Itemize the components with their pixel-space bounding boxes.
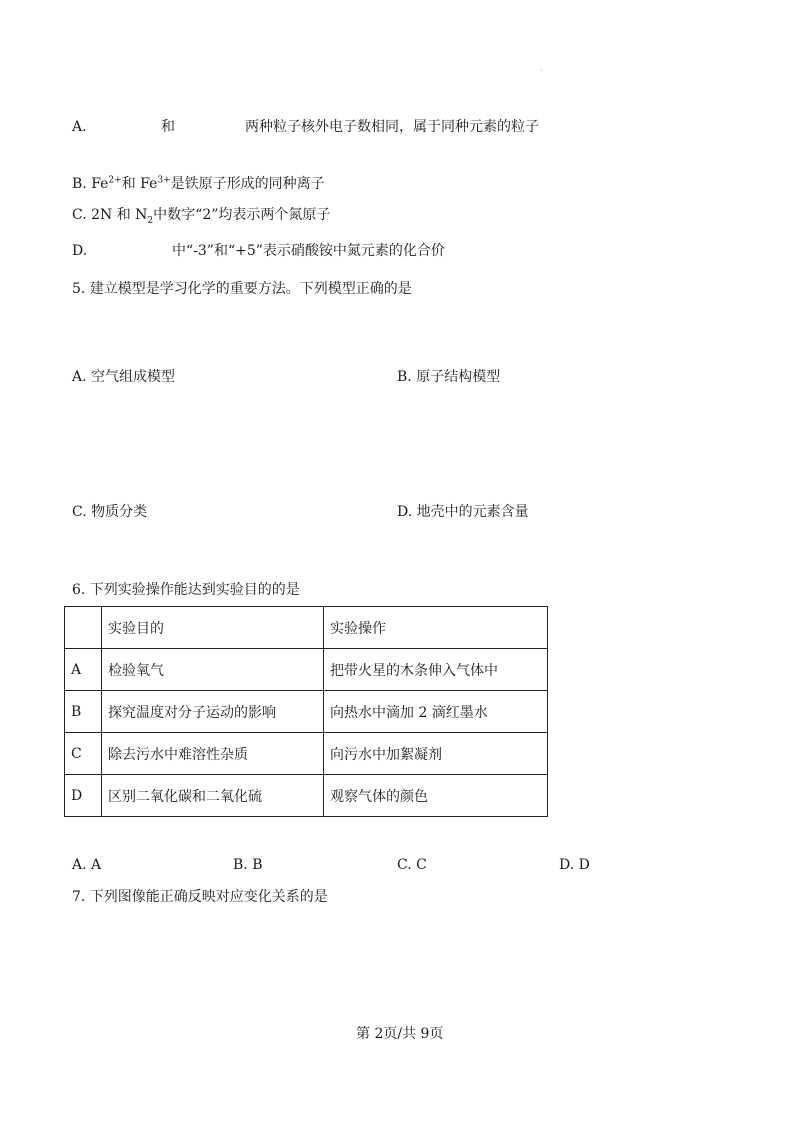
q4-option-d-prefix: D.	[72, 243, 88, 259]
page-footer: 第 2页/共 9页	[356, 1026, 444, 1042]
q4-option-a-mid: 和	[161, 119, 175, 135]
q4-option-b-part3: 是铁原子形成的同种离子	[170, 176, 325, 192]
q5-option-d: D. 地壳中的元素含量	[397, 504, 529, 520]
q4-option-c-subscript: 2	[147, 215, 154, 226]
q4-option-d-text: 中“-3”和“+5”表示硝酸铵中氮元素的化合价	[172, 243, 445, 259]
q4-option-a-prefix: A.	[72, 119, 87, 135]
q5-stem: 5. 建立模型是学习化学的重要方法。下列模型正确的是	[72, 281, 412, 297]
q5-option-c: C. 物质分类	[72, 504, 148, 520]
q6-experiment-table	[64, 606, 548, 817]
table-cell-purpose: 探究温度对分子运动的影响	[102, 691, 324, 733]
table-cell-operation: 向污水中加絮凝剂	[324, 733, 548, 775]
table-cell-label: D	[65, 775, 102, 817]
table-header-cell: 实验操作	[324, 607, 548, 649]
q5-option-b: B. 原子结构模型	[397, 369, 501, 385]
q4-option-c-part1: C. 2N 和 N	[72, 207, 148, 223]
q4-option-a-text: 两种粒子核外电子数相同，属于同种元素的粒子	[245, 119, 539, 135]
q4-option-a	[72, 118, 87, 136]
table-header-row	[65, 607, 548, 649]
table-header-cell: 实验目的	[102, 607, 324, 649]
table-row	[65, 733, 548, 775]
table-cell-label: C	[65, 733, 102, 775]
table-cell-operation: 把带火星的木条伸入气体中	[324, 649, 548, 691]
table-row	[65, 649, 548, 691]
q4-option-b-charge2: 3+	[157, 175, 171, 186]
table-row	[65, 691, 548, 733]
q6-option-d: D. D	[559, 857, 590, 873]
table-cell-purpose: 区别二氧化碳和二氧化硫	[102, 775, 324, 817]
q6-stem: 6. 下列实验操作能达到实验目的的是	[72, 582, 300, 598]
q4-option-b	[72, 175, 325, 193]
table-cell-purpose: 检验氧气	[102, 649, 324, 691]
q4-option-b-part1: B. Fe	[72, 176, 109, 192]
table-cell-operation: 向热水中滴加 2 滴红墨水	[324, 691, 548, 733]
q7-stem: 7. 下列图像能正确反映对应变化关系的是	[72, 889, 328, 905]
table-header-cell	[65, 607, 102, 649]
q4-option-b-part2: 和 Fe	[121, 176, 158, 192]
q6-option-c: C. C	[397, 857, 427, 873]
q6-option-a: A. A	[72, 857, 102, 873]
corner-dot-mark: ·	[540, 66, 543, 75]
q4-option-b-charge1: 2+	[108, 175, 122, 186]
table-cell-label: B	[65, 691, 102, 733]
q5-option-a: A. 空气组成模型	[72, 369, 176, 385]
q4-option-c	[72, 206, 330, 224]
table-cell-label: A	[65, 649, 102, 691]
q4-option-c-part2: 中数字“2”均表示两个氮原子	[153, 207, 331, 223]
q6-option-b: B. B	[233, 857, 263, 873]
table-cell-operation: 观察气体的颜色	[324, 775, 548, 817]
table-row	[65, 775, 548, 817]
table-cell-purpose: 除去污水中难溶性杂质	[102, 733, 324, 775]
